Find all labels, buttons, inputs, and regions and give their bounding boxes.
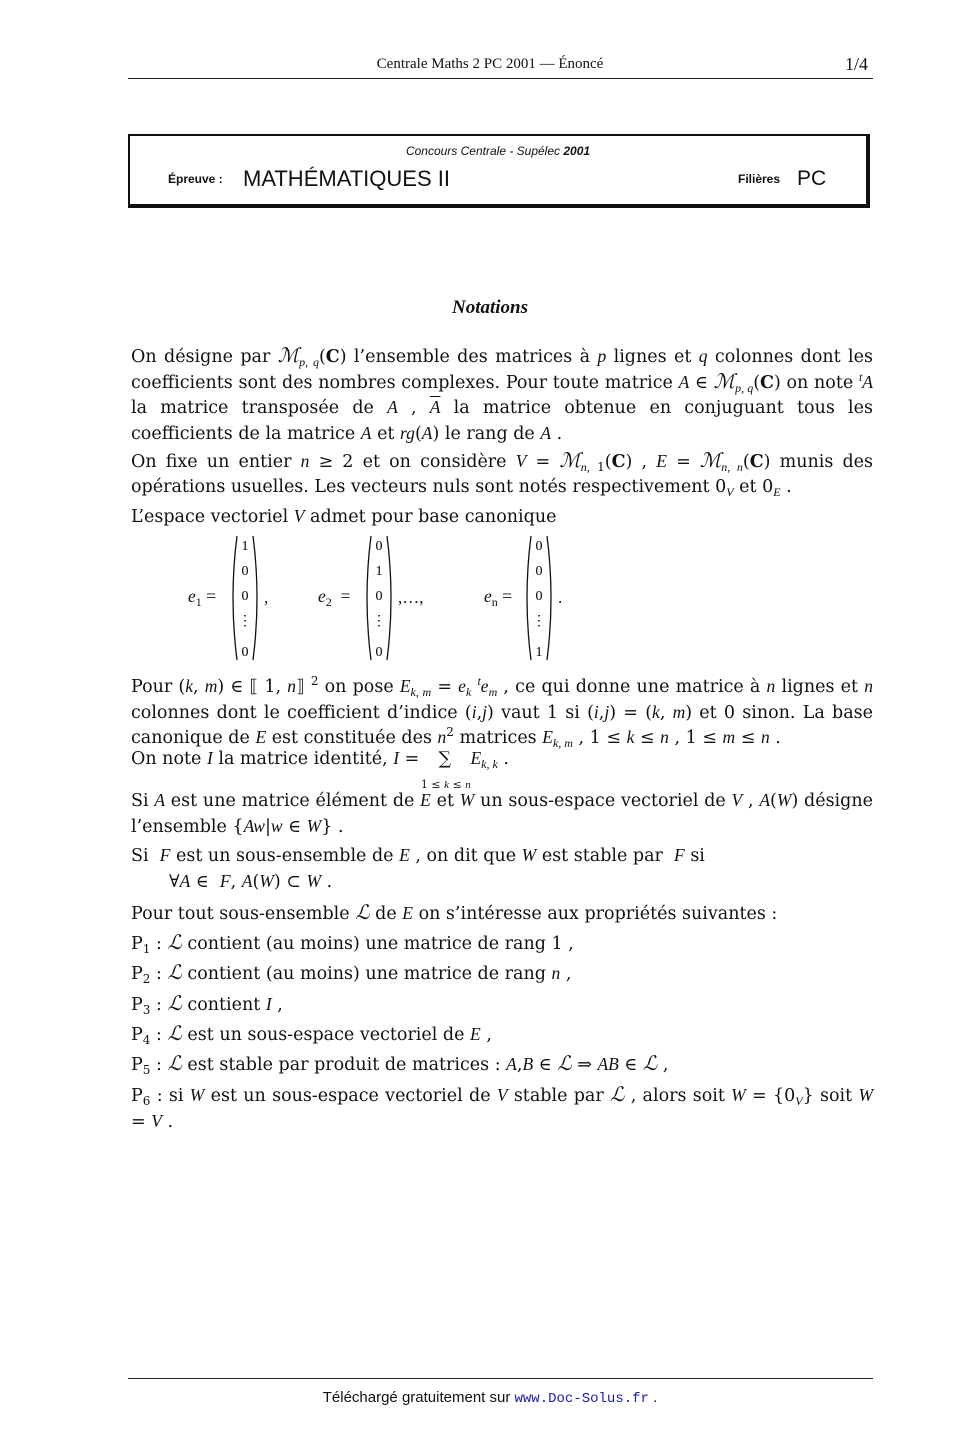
paragraph-fix-integer: On fixe un entier n ≥ 2 et on considère V = ℳ$_{n, 1}$(C) , E = ℳ$_{n, n}$(C) munis des opérations usuelles. Les vecteurs nuls sont notés respectivement $0_V$ et $0_E$ .	[131, 450, 873, 499]
e1-entry-5: 0	[241, 645, 249, 660]
footer-link[interactable]: www.Doc-Solus.fr	[514, 1391, 649, 1407]
e1-entry-2: 0	[241, 564, 249, 579]
property-P1: $P_1$ : ℒ contient (au moins) une matrice de rang 1 ,	[131, 932, 574, 956]
e1-subscript: 1	[195, 595, 202, 609]
e2-letter: e	[318, 586, 326, 606]
property-P3: $P_3$ : ℒ contient I ,	[131, 993, 283, 1017]
epreuve-label: Épreuve :	[168, 172, 223, 186]
en-entry-4: ⋮	[532, 614, 546, 629]
filiere-value: PC	[797, 167, 827, 190]
contest-line	[130, 144, 866, 158]
paragraph-basis-E: Pour (k, m) ∈ ⟦ 1, n⟧ $^2$ on pose $E_{k, m} = e_k$ $^te_m$ , ce qui donne une matrice à n lignes et n colonnes dont le coefficient d’indice (i,j) vaut 1 si (i,j) = (k, m) et 0 sinon. La base canonique de E est constituée des $n^2$ matrices $E_{k, m}$ , 1 ≤ k ≤ n , 1 ≤ m ≤ n .	[131, 674, 873, 750]
footer-end: .	[648, 1389, 658, 1406]
property-P5: $P_5$ : ℒ est stable par produit de matrices : A,B ∈ ℒ ⇒ AB ∈ ℒ ,	[131, 1053, 669, 1077]
filiere-label: Filières	[738, 172, 781, 186]
paragraph-notation-matrices: On désigne par ℳ$_{p, q}$(C) l’ensemble des matrices à p lignes et q colonnes dont les coefficients sont des nombres complexes. Pour toute matrice A ∈ ℳ$_{p, q}$(C) on note $^t$A la matrice transposée de A , $\overline{A}$ la matrice obtenue en conjuguant tous les coefficients de la matrice A et rg(A) le rang de A .	[131, 345, 873, 444]
matrix-e2-parens	[362, 533, 396, 663]
e1-letter: e	[188, 586, 196, 606]
matrix-e2	[362, 533, 396, 663]
e2-label: $e_2$ =	[318, 586, 351, 609]
en-entry-5: 1	[535, 645, 543, 660]
property-P6: $P_6$ : si W est un sous-espace vectoriel de V stable par ℒ , alors soit $W = \{0_V\}$ soit W = V .	[131, 1084, 874, 1132]
property-P2: $P_2$ : ℒ contient (au moins) une matrice de rang n ,	[131, 962, 572, 986]
section-title: Notations	[451, 297, 529, 318]
e1-separator: ,	[264, 588, 269, 607]
header-rule	[128, 78, 873, 79]
contest-year: 2001	[563, 144, 591, 158]
en-entry-2: 0	[535, 564, 543, 579]
en-entry-1: 0	[535, 539, 543, 554]
footer-rule	[128, 1378, 873, 1379]
matrix-e1	[228, 533, 262, 663]
paragraph-canonical-basis: L’espace vectoriel V admet pour base canonique	[131, 506, 557, 527]
paragraph-AW: Si A est une matrice élément de E et W un sous-espace vectoriel de V , A(W) désigne l’ensemble {Aw|w ∈ W} .	[131, 790, 873, 837]
matrix-e1-parens	[228, 533, 262, 663]
e2-entry-3: 0	[375, 589, 383, 604]
running-header-title: Centrale Maths 2 PC 2001 — Énoncé	[376, 56, 604, 72]
e2-entry-5: 0	[375, 645, 383, 660]
e1-entry-3: 0	[241, 589, 249, 604]
paragraph-properties-intro: Pour tout sous-ensemble ℒ de E on s’intéresse aux propriétés suivantes :	[131, 902, 778, 924]
contest-name: Concours Centrale - Supélec	[405, 144, 564, 158]
e2-entry-4: ⋮	[372, 614, 386, 629]
footer-text: Téléchargé gratuitement sur	[322, 1389, 515, 1406]
page-number: 1/4	[845, 54, 869, 74]
en-entry-3: 0	[535, 589, 543, 604]
property-P4: $P_4$ : ℒ est un sous-espace vectoriel de E ,	[131, 1023, 492, 1047]
e2-subscript: 2	[325, 595, 332, 609]
footer	[0, 1389, 980, 1407]
matrix-en	[522, 533, 556, 663]
e2-entry-2: 1	[375, 564, 383, 579]
paragraph-stable: Si F est un sous-ensemble de E , on dit que W est stable par F si ∀A ∈ F, A(W) ⊂ W .	[131, 845, 705, 892]
e1-label: $e_1$ =	[188, 586, 217, 609]
e1-entry-4: ⋮	[238, 614, 252, 629]
exam-banner	[128, 134, 870, 208]
subject-title: MATHÉMATIQUES II	[243, 166, 450, 191]
e2-separator: ,…,	[398, 588, 424, 607]
paragraph-identity: On note I la matrice identité, I = ∑ 1 ≤ k ≤ n $E_{k, k}$ .	[131, 748, 509, 791]
e2-entry-1: 0	[375, 539, 383, 554]
en-separator: .	[558, 588, 563, 607]
en-letter: e	[484, 586, 492, 606]
en-subscript: n	[491, 595, 498, 609]
en-label: $e_n$ =	[484, 586, 513, 609]
matrix-en-parens	[522, 533, 556, 663]
e1-entry-1: 1	[241, 539, 249, 554]
